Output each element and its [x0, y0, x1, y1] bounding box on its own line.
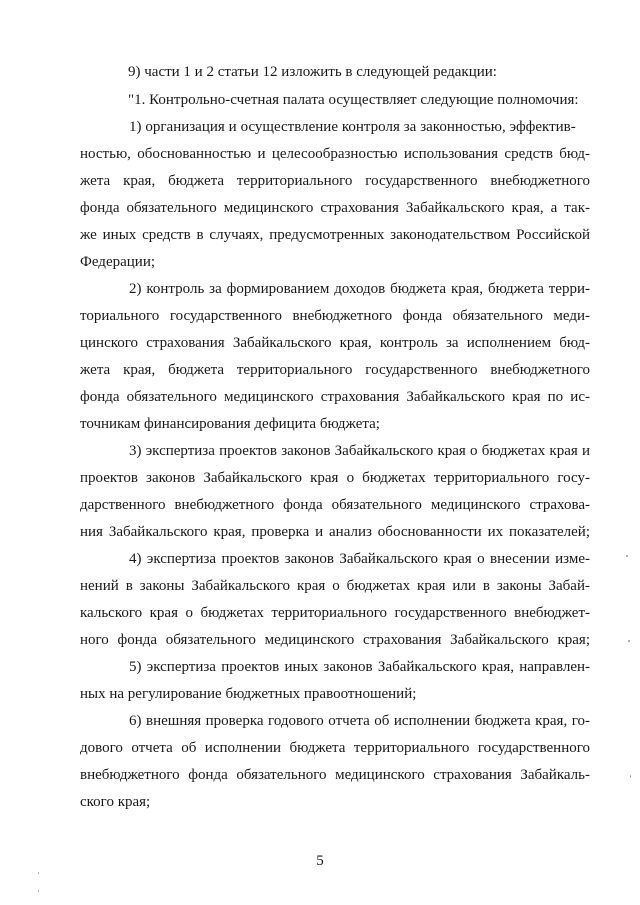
text-line: 4) экспертиза проектов законов Забайкальского края о внесении изме- — [129, 551, 590, 567]
text-line: ных на регулирование бюджетных правоотношений; — [80, 686, 417, 702]
text-line: 3) экспертиза проектов законов Забайкальского края о бюджетах края и — [129, 443, 590, 459]
text-line: фонда обязательного медицинского страхования Забайкальского края по ис- — [80, 389, 590, 405]
text-line: 1) организация и осуществление контроля за законностью, эффектив- — [129, 119, 576, 135]
text-line: Федерации; — [80, 254, 156, 270]
scan-speck — [628, 640, 630, 642]
text-line: жета края, бюджета территориального государственного внебюджетного — [80, 362, 590, 378]
text-line: внебюджетного фонда обязательного медицинского страхования Забайкаль- — [80, 767, 590, 783]
text-line: же иных средств в случаях, предусмотренных законодательством Российской — [80, 227, 590, 243]
page-number: 5 — [316, 853, 324, 869]
text-line: проектов законов Забайкальского края о бюджетах территориального госу- — [80, 470, 590, 486]
text-line: кальского края о бюджетах территориального государственного внебюджет- — [80, 605, 590, 621]
text-line: жета края, бюджета территориального государственного внебюджетного — [80, 173, 590, 189]
scan-speck — [38, 872, 39, 874]
text-line: нений в законы Забайкальского края о бюджетах края или в законы Забай- — [80, 578, 590, 594]
text-line: ториального государственного внебюджетного фонда обязательного меди- — [80, 308, 590, 324]
text-line: 5) экспертиза проектов иных законов Забайкальского края, направлен- — [129, 659, 590, 675]
scan-speck — [626, 555, 628, 557]
text-line: ского края; — [80, 794, 151, 810]
scan-speck — [38, 890, 39, 892]
text-line: дарственного внебюджетного фонда обязательного медицинского страхова- — [80, 497, 590, 513]
text-line: "1. Контрольно-счетная палата осуществляет следующие полномочия: — [128, 92, 579, 108]
text-line: фонда обязательного медицинского страхования Забайкальского края, а так- — [80, 200, 590, 216]
text-line: дового отчета об исполнении бюджета территориального государственного — [80, 740, 590, 756]
text-line: ностью, обоснованностью и целесообразностью использования средств бюд- — [80, 146, 590, 162]
text-line: точникам финансирования дефицита бюджета; — [80, 416, 380, 432]
text-line: 6) внешняя проверка годового отчета об исполнении бюджета края, го- — [129, 713, 590, 729]
text-line: ного фонда обязательного медицинского страхования Забайкальского края; — [80, 632, 590, 648]
text-line: 9) части 1 и 2 статьи 12 изложить в следующей редакции: — [128, 64, 497, 80]
text-line: ния Забайкальского края, проверка и анализ обоснованности их показателей; — [80, 524, 590, 540]
text-line: цинского страхования Забайкальского края, контроль за исполнением бюд- — [80, 335, 590, 351]
scan-speck — [630, 775, 631, 778]
text-line: 2) контроль за формированием доходов бюджета края, бюджета терри- — [129, 281, 590, 297]
